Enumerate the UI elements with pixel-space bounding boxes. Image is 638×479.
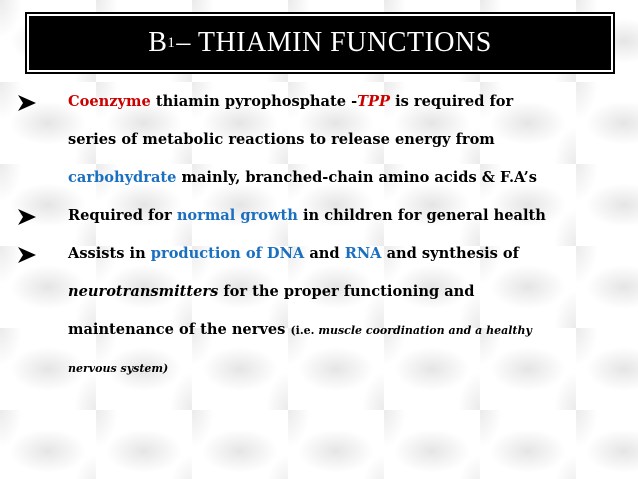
bullet-line	[68, 162, 630, 200]
text-rna: RNA	[344, 245, 382, 262]
text-segment: Required for	[68, 207, 177, 224]
title-subscript: 1	[167, 34, 176, 51]
text-segment: and synthesis of	[381, 245, 519, 262]
text-segment: mainly, branched-chain amino acids & F.A’s	[176, 169, 537, 186]
text-carbohydrate: carbohydrate	[68, 169, 177, 186]
text-ie: (i.e.	[290, 324, 319, 337]
bullet-line	[68, 238, 630, 276]
text-segment: in children for general health	[297, 207, 546, 224]
arrowhead-bullet-icon	[10, 201, 40, 231]
bullet-line	[68, 314, 630, 352]
bullet-list	[10, 86, 630, 390]
text-segment: series of metabolic reactions to release energy from	[68, 131, 495, 148]
text-muscle-coordination: muscle coordination and a healthy	[318, 324, 532, 337]
text-nervous-system: nervous system)	[68, 362, 169, 375]
slide-title	[27, 14, 613, 72]
text-normal-growth: normal growth	[176, 207, 298, 224]
text-segment: thiamin pyrophosphate -	[150, 93, 358, 110]
bullet-line	[68, 86, 630, 124]
bullet-line	[68, 200, 630, 238]
text-segment: and	[304, 245, 345, 262]
bullet-line	[68, 124, 630, 162]
text-segment: maintenance of the nerves	[68, 321, 291, 338]
bullet-line	[68, 352, 630, 390]
text-production-dna: production of DNA	[150, 245, 305, 262]
text-neurotransmitters: neurotransmitters	[68, 283, 219, 300]
bullet-line	[68, 276, 630, 314]
bullet-coenzyme	[10, 86, 630, 200]
bullet-dna	[10, 238, 630, 390]
text-segment: for the proper functioning and	[218, 283, 475, 300]
text-coenzyme: Coenzyme	[68, 93, 151, 110]
text-tpp: TPP	[357, 93, 390, 110]
arrowhead-bullet-icon	[10, 87, 40, 117]
arrowhead-bullet-icon	[10, 239, 40, 269]
text-segment: Assists in	[68, 245, 151, 262]
bullet-growth	[10, 200, 630, 238]
title-b: B	[148, 27, 168, 58]
title-rest: – THIAMIN FUNCTIONS	[176, 27, 492, 58]
text-segment: is required for	[389, 93, 514, 110]
